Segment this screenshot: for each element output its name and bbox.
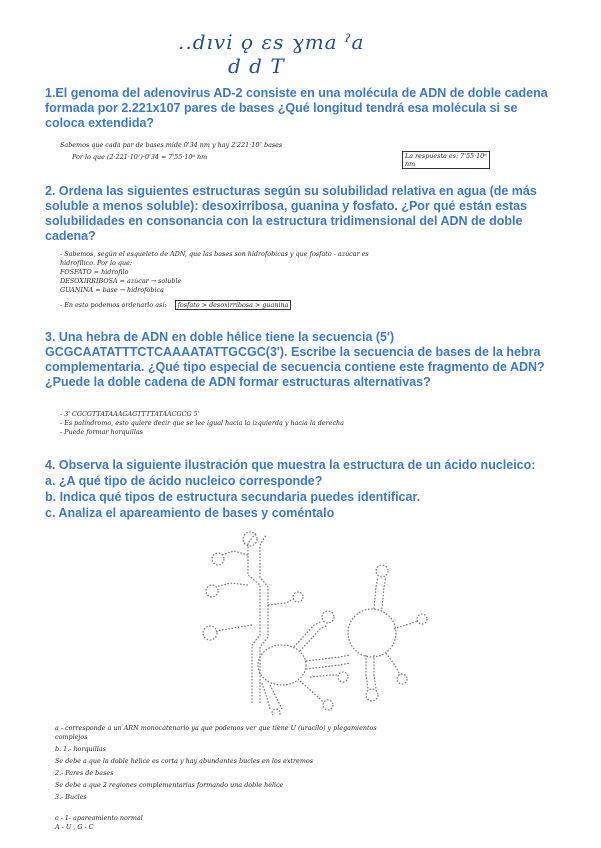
answer-2-line: DESOXIRRIBOSA = azúcar → soluble [60, 277, 182, 285]
handwritten-title-line2: d d T [228, 54, 285, 78]
answer-3-line: - 3' CGCGTTATAAAGAGTTTTATAACGCG 5' [60, 410, 200, 418]
answer-4-line: c - 1- apareamiento normal [55, 814, 143, 822]
answer-4-line: A - U , G - C [55, 823, 94, 831]
answer-4-line: a - corresponde a un ARN monocatenario ya que podemos ver que tiene U (uracilo) y plegamientos [55, 724, 377, 732]
answer-4-line: b. 1.- horquillas [55, 745, 106, 753]
question-2: 2. Ordena las siguientes estructuras según su solubilidad relativa en agua (de más soluble a menos soluble): desoxirribosa, guanina y fosfato. ¿Por qué están estas solubilidades en consonancia con la estructura tridimensional del ADN de doble cadena? [45, 184, 537, 243]
answer-2-order-box: fosfato > desoxirribosa > guanina [175, 300, 292, 310]
answer-2-line [60, 301, 369, 310]
question-3: 3. Una hebra de ADN en doble hélice tiene la secuencia (5') GCGCAATATTTCTCAAAATATTGCGC(3'). Escribe la secuencia de bases de la hebra complementaria. ¿Qué tipo especial de secuencia contiene este fragmento de ADN? ¿Puede la doble cadena de ADN formar estructuras alternativas? [45, 330, 545, 389]
answer-3-line: - Es palíndromo, esto quiere decir que se lee igual hacia la izquierda y hacia la derecha [60, 419, 344, 427]
answer-4-line: 2.- Pares de bases [55, 769, 114, 777]
question-1: 1.El genoma del adenovirus AD-2 consiste en una molécula de ADN de doble cadena formada por 2.221x107 pares de bases ¿Qué longitud tendrá esa molécula si se coloca extendida? [45, 86, 548, 130]
answer-1-line-2: Por lo que (2·221·10⁷)·0'34 = 7'55·10⁶ nm [72, 153, 208, 161]
answer-3 [60, 410, 344, 437]
question-4b: b. Indica qué tipos de estructura secundaria puedes identificar. [45, 490, 421, 504]
answer-2-line: GUANINA = base → hidrofóbica [60, 286, 164, 294]
answer-4 [55, 724, 377, 832]
question-4a: a. ¿A qué tipo de ácido nucleico corresponde? [45, 474, 323, 488]
question-4-heading: 4. Observa la siguiente ilustración que muestra la estructura de un ácido nucleico: [45, 458, 536, 472]
answer-2 [60, 250, 369, 310]
answer-4-line: Se debe a que 2 regiones complementarias formando una doble hélice [55, 781, 284, 789]
answer-2-line: - Sabemos, según el esqueleto de ADN, que las bases son hidrofóbicas y que fosfato - azúcar es [60, 250, 369, 258]
answer-2-line: FOSFATO = hidrofilo [60, 268, 129, 276]
answer-1-line-1: Sabemos que cada par de bases mide 0'34 nm y hay 2'221·10⁷ bases [60, 141, 283, 149]
answer-3-line: - Puede formar horquillas [60, 428, 143, 436]
answer-4-line: complejos [55, 733, 88, 741]
rna-structure-figure [190, 525, 430, 715]
answer-1-result-box: La respuesta es: 7'55·10⁶ nm [402, 151, 490, 169]
answer-2-order-intro: - En esto podemos ordenarlo así: [60, 301, 167, 309]
question-4c: c. Analiza el apareamiento de bases y coméntalo [45, 506, 335, 520]
answer-4-line: 3.- Bucles [55, 793, 87, 801]
answer-4-line: Se debe a que la doble hélice es corta y hay abundantes bucles en los extremos [55, 757, 314, 765]
handwritten-title: ..dıvi ǫ ɛs ɣma ˀa [178, 30, 365, 54]
answer-2-line: hidrofílico. Por lo que: [60, 259, 133, 267]
